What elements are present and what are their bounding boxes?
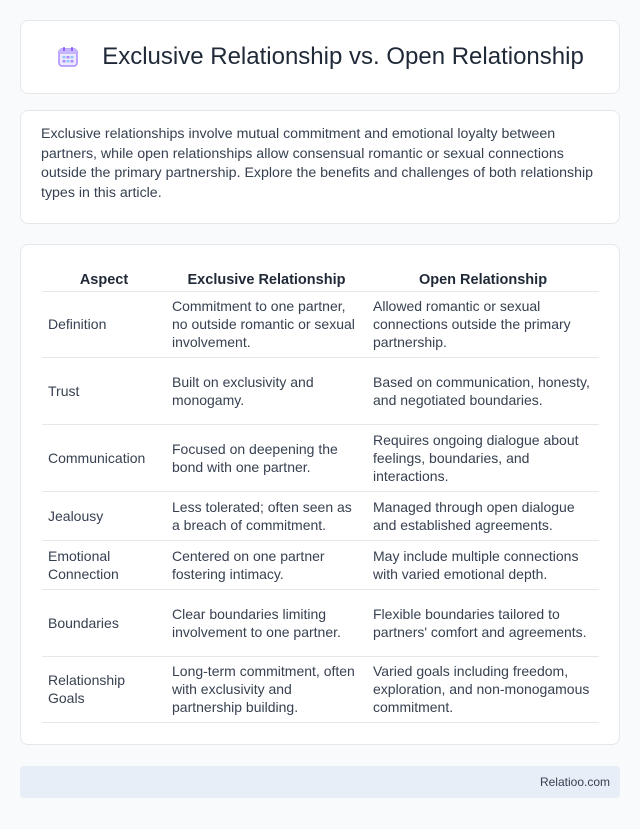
column-header-open: Open Relationship [367, 265, 599, 291]
exclusive-cell: Less tolerated; often seen as a breach of commitment. [166, 491, 367, 540]
aspect-cell: Jealousy [42, 491, 166, 540]
open-cell: Managed through open dialogue and established agreements. [367, 491, 599, 540]
table-row [42, 656, 599, 722]
aspect-cell: Definition [42, 291, 166, 357]
table-row [42, 589, 599, 656]
intro-card [20, 110, 620, 224]
open-cell: May include multiple connections with varied emotional depth. [367, 540, 599, 589]
open-cell: Allowed romantic or sexual connections outside the primary partnership. [367, 291, 599, 357]
exclusive-cell: Focused on deepening the bond with one partner. [166, 424, 367, 491]
exclusive-cell: Long-term commitment, often with exclusivity and partnership building. [166, 656, 367, 722]
open-cell: Requires ongoing dialogue about feelings, boundaries, and interactions. [367, 424, 599, 491]
exclusive-cell: Commitment to one partner, no outside romantic or sexual involvement. [166, 291, 367, 357]
aspect-cell: Boundaries [42, 589, 166, 656]
column-header-exclusive: Exclusive Relationship [166, 265, 367, 291]
aspect-cell: Trust [42, 357, 166, 424]
aspect-cell: Relationship Goals [42, 656, 166, 722]
comparison-table [42, 265, 599, 723]
aspect-cell: Emotional Connection [42, 540, 166, 589]
open-cell: Varied goals including freedom, exploration, and non-monogamous commitment. [367, 656, 599, 722]
exclusive-cell: Centered on one partner fostering intimacy. [166, 540, 367, 589]
table-row [42, 540, 599, 589]
table-row [42, 491, 599, 540]
table-row [42, 291, 599, 357]
title-card [20, 20, 620, 94]
open-cell: Flexible boundaries tailored to partners' comfort and agreements. [367, 589, 599, 656]
intro-text: Exclusive relationships involve mutual commitment and emotional loyalty between partners, while open relationships allow consensual romantic or sexual connections outside the primary partnership. Explore the benefits and challenges of both relationship types in this article. [41, 126, 594, 201]
open-cell: Based on communication, honesty, and negotiated boundaries. [367, 357, 599, 424]
footer-site-link[interactable]: Relatioo.com [539, 775, 610, 789]
page-title: Exclusive Relationship vs. Open Relationship [102, 43, 584, 70]
footer-bar [20, 766, 620, 798]
table-header-row [42, 265, 599, 291]
aspect-cell: Communication [42, 424, 166, 491]
exclusive-cell: Clear boundaries limiting involvement to one partner. [166, 589, 367, 656]
calendar-icon [56, 45, 80, 69]
exclusive-cell: Built on exclusivity and monogamy. [166, 357, 367, 424]
table-row [42, 357, 599, 424]
comparison-card [20, 244, 620, 745]
table-row [42, 424, 599, 491]
column-header-aspect: Aspect [42, 265, 166, 291]
